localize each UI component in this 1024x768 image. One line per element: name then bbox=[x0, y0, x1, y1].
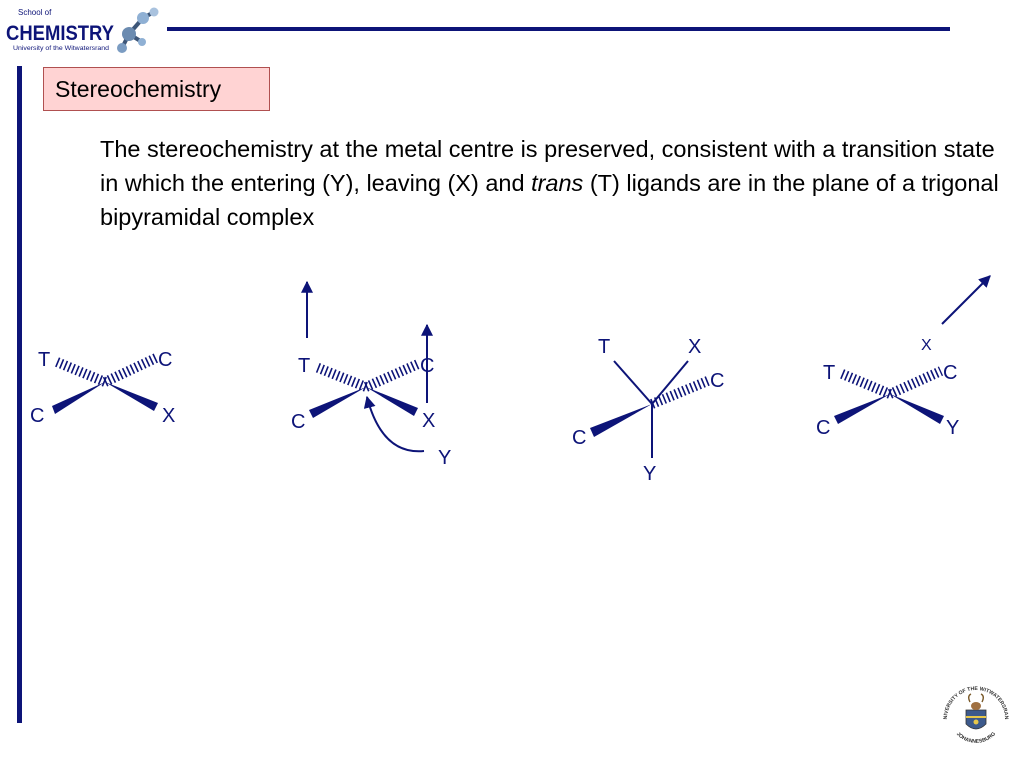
university-crest bbox=[937, 680, 1015, 758]
hashed-bond-c bbox=[652, 380, 710, 404]
hashed-bond-t bbox=[57, 362, 105, 382]
wedge-bond-x bbox=[105, 382, 158, 411]
bond-x bbox=[652, 361, 688, 404]
ligand-t: T bbox=[298, 355, 311, 377]
wedge-bond-c bbox=[52, 382, 105, 414]
wedge-bond-c bbox=[309, 387, 366, 418]
hashed-bond-t bbox=[316, 367, 366, 387]
crest-ring-top: NIVERSITY OF THE WITWATERSRAN bbox=[942, 685, 1010, 720]
wedge-bond-c bbox=[834, 394, 890, 424]
wedge-bond-c bbox=[590, 404, 652, 437]
ligand-y: Y bbox=[946, 417, 960, 439]
ligand-y: Y bbox=[643, 463, 657, 485]
logo-school-of: School of bbox=[18, 8, 52, 17]
ligand-c-bottom: C bbox=[30, 405, 45, 427]
ligand-x: X bbox=[422, 410, 436, 432]
wedge-bond-y bbox=[890, 394, 944, 424]
hashed-bond-c bbox=[366, 364, 418, 387]
structure-3 bbox=[572, 336, 724, 485]
paragraph-text-italic: trans bbox=[531, 170, 584, 196]
hashed-bond-t bbox=[840, 373, 890, 394]
ligand-c-top: C bbox=[943, 362, 958, 384]
ligand-c-bottom: C bbox=[291, 411, 306, 433]
ligand-t: T bbox=[38, 349, 51, 371]
ligand-c-left: C bbox=[572, 427, 587, 449]
paragraph-text-start: The stereochemistry at the metal centre is preserved, consistent with a transition state in which the entering (Y), leaving (X) and bbox=[100, 136, 995, 196]
paragraph-text-end: (T) ligands are in the plane of a trigonal bipyramidal complex bbox=[100, 170, 999, 230]
crest-shield-icon bbox=[966, 694, 986, 729]
structure-1 bbox=[30, 349, 175, 427]
ligand-c-top: C bbox=[158, 349, 173, 371]
wedge-bond-x bbox=[366, 387, 418, 416]
ligand-y: Y bbox=[438, 447, 452, 469]
entering-ligand-arrow bbox=[367, 397, 424, 451]
ligand-c-bottom: C bbox=[816, 417, 831, 439]
hashed-bond-c bbox=[105, 358, 156, 382]
logo-university: University of the Witwatersrand bbox=[13, 46, 109, 52]
svg-text:JOHANNESBURG bbox=[955, 731, 997, 745]
crest-ring-bottom: JOHANNESBURG bbox=[954, 731, 998, 745]
logo-chemistry: CHEMISTRY bbox=[6, 22, 114, 45]
section-title: Stereochemistry bbox=[43, 67, 270, 111]
ligand-t: T bbox=[823, 362, 836, 384]
structure-2 bbox=[291, 282, 451, 469]
ligand-c-right: C bbox=[710, 370, 725, 392]
hashed-bond-c bbox=[890, 371, 941, 394]
structure-4 bbox=[816, 276, 990, 439]
leaving-ligand-arrow bbox=[942, 276, 990, 324]
ligand-x: X bbox=[921, 337, 932, 354]
ligand-t: T bbox=[598, 336, 611, 358]
ligand-x: X bbox=[688, 336, 702, 358]
ligand-x: X bbox=[162, 405, 176, 427]
ligand-c-top: C bbox=[420, 355, 435, 377]
bond-t bbox=[614, 361, 652, 404]
